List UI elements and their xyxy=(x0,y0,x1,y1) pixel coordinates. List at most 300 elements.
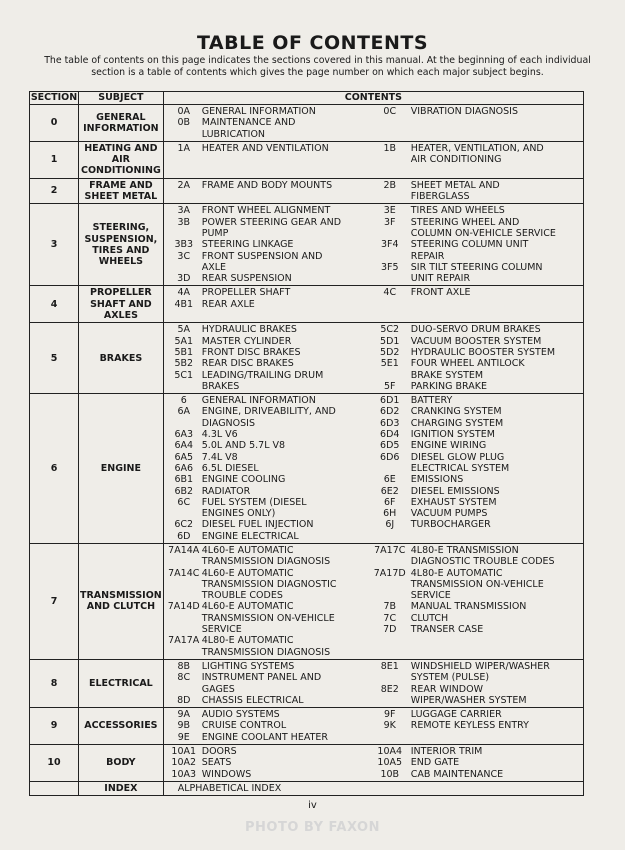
contents-entry[interactable] xyxy=(369,143,581,166)
entry-code: 3D xyxy=(177,273,191,285)
section-subject: HEATING AND AIR CONDITIONING xyxy=(79,141,164,178)
entry-code: 10A1 xyxy=(171,746,197,758)
entry-code: 6C2 xyxy=(174,519,194,531)
contents-col2 xyxy=(369,709,581,743)
section-subject: ACCESSORIES xyxy=(79,708,164,745)
contents-entry[interactable] xyxy=(166,720,369,731)
contents-col2 xyxy=(369,746,581,780)
entry-name: HYDRAULIC BOOSTER SYSTEM xyxy=(410,346,556,358)
entry-name: STEERING WHEEL AND COLUMN ON-VEHICLE SERVICE xyxy=(410,216,556,239)
section-number: 4 xyxy=(30,286,79,323)
entry-name: REAR AXLE xyxy=(201,298,255,310)
entry-code: 6J xyxy=(385,519,395,531)
entry-name: SIR TILT STEERING COLUMN UNIT REPAIR xyxy=(410,261,543,285)
entry-name: ENGINE WIRING xyxy=(410,440,487,452)
entry-name: 4.3L V6 xyxy=(201,429,238,441)
contents-entry[interactable] xyxy=(369,613,581,624)
entry-name: FRONT AXLE xyxy=(410,287,471,299)
entry-code: 6 xyxy=(180,395,187,407)
entry-code: 6D3 xyxy=(380,417,400,429)
entry-name: 4L60-E AUTOMATIC TRANSMISSION DIAGNOSIS xyxy=(201,544,331,568)
entry-name: VACUUM BOOSTER SYSTEM xyxy=(410,335,542,347)
entry-code: 3A xyxy=(177,205,191,217)
contents-entry[interactable] xyxy=(166,370,369,393)
section-number: 1 xyxy=(30,141,79,178)
section-number: 3 xyxy=(30,204,79,286)
entry-code: 10A2 xyxy=(171,757,197,769)
contents-entry[interactable] xyxy=(369,757,581,768)
entry-name: STEERING LINKAGE xyxy=(201,239,294,251)
entry-code: 10A4 xyxy=(377,746,403,758)
entry-code: 7A14C xyxy=(168,567,200,579)
table-row xyxy=(30,178,584,204)
contents-entry[interactable] xyxy=(369,684,581,707)
entry-name: MAINTENANCE AND LUBRICATION xyxy=(201,117,296,140)
entry-name: DIESEL GLOW PLUG ELECTRICAL SYSTEM xyxy=(410,451,510,474)
entry-name: HEATER, VENTILATION, AND AIR CONDITIONING xyxy=(410,142,544,166)
section-number: 10 xyxy=(30,745,79,782)
contents-entry[interactable] xyxy=(369,217,581,240)
entry-name: CHARGING SYSTEM xyxy=(410,417,504,429)
contents-columns xyxy=(166,746,581,780)
entry-code: 6D4 xyxy=(380,429,400,441)
entry-name: IGNITION SYSTEM xyxy=(410,429,495,441)
index-link[interactable]: ALPHABETICAL INDEX xyxy=(177,782,282,794)
contents-entry[interactable] xyxy=(166,769,369,780)
contents-entry[interactable] xyxy=(369,769,581,780)
entry-code: 6E2 xyxy=(380,485,399,497)
entry-name: WINDOWS xyxy=(201,768,252,780)
entry-name: REAR DISC BRAKES xyxy=(201,358,294,370)
contents-entry[interactable] xyxy=(166,205,369,216)
contents-entry[interactable] xyxy=(369,452,581,475)
contents-entry[interactable] xyxy=(166,695,369,706)
contents-columns xyxy=(166,324,581,392)
table-row xyxy=(30,394,584,544)
entry-code: 3E xyxy=(383,205,396,217)
entry-code: 6A xyxy=(177,406,191,418)
entry-code: 9A xyxy=(177,709,191,721)
section-number: 6 xyxy=(30,394,79,544)
contents-entry[interactable] xyxy=(166,299,369,310)
entry-name: INTERIOR TRIM xyxy=(410,746,483,758)
contents-entry[interactable] xyxy=(369,406,581,417)
entry-code: 6H xyxy=(383,508,397,520)
table-row xyxy=(30,543,584,659)
entry-code: 6C xyxy=(177,496,191,508)
entry-code: 6D xyxy=(177,530,191,542)
contents-columns xyxy=(166,661,581,706)
section-contents xyxy=(163,105,583,142)
entry-code: 8E1 xyxy=(380,660,399,672)
contents-entry[interactable] xyxy=(369,336,581,347)
contents-col2 xyxy=(369,180,581,203)
intro-text: The table of contents on this page indicates the sections covered in this manual. At the beginning of each individual section is a table of contents which gives the page number on which each major subject begins. xyxy=(44,55,591,78)
section-subject: BRAKES xyxy=(79,323,164,394)
entry-code: 0C xyxy=(383,106,397,117)
table-row xyxy=(30,105,584,142)
contents-entry[interactable] xyxy=(166,180,369,191)
index-section xyxy=(30,781,79,795)
entry-name: REMOTE KEYLESS ENTRY xyxy=(410,720,529,732)
contents-entry[interactable] xyxy=(369,497,581,508)
entry-name: FRONT SUSPENSION AND AXLE xyxy=(201,250,323,273)
contents-entry[interactable] xyxy=(369,440,581,451)
entry-code: 6A3 xyxy=(174,429,194,441)
entry-code: 8D xyxy=(177,694,191,706)
contents-entry[interactable] xyxy=(369,347,581,358)
section-subject: ELECTRICAL xyxy=(79,659,164,707)
contents-entry[interactable] xyxy=(369,106,581,117)
contents-col1 xyxy=(166,180,369,203)
contents-entry[interactable] xyxy=(166,440,369,451)
index-row xyxy=(30,781,584,795)
header-contents: CONTENTS xyxy=(163,92,583,105)
contents-entry[interactable] xyxy=(166,251,369,274)
entry-code: 6E xyxy=(383,474,396,486)
contents-entry[interactable] xyxy=(166,545,369,568)
section-contents xyxy=(163,543,583,659)
entry-code: 4C xyxy=(383,287,397,299)
entry-code: 9K xyxy=(383,720,396,732)
entry-name: MANUAL TRANSMISSION xyxy=(410,601,527,613)
entry-name: VACUUM PUMPS xyxy=(410,508,488,520)
entry-code: 0B xyxy=(177,117,191,129)
contents-entry[interactable] xyxy=(166,273,369,284)
contents-entry[interactable] xyxy=(369,568,581,602)
entry-name: AUDIO SYSTEMS xyxy=(201,709,280,721)
entry-code: 6B1 xyxy=(174,474,194,486)
contents-entry[interactable] xyxy=(166,672,369,695)
contents-columns xyxy=(166,143,581,166)
contents-entry[interactable] xyxy=(369,324,581,335)
entry-code: 4B1 xyxy=(174,298,194,310)
entry-name: CRUISE CONTROL xyxy=(201,720,287,732)
contents-entry[interactable] xyxy=(369,239,581,262)
section-contents xyxy=(163,323,583,394)
contents-entry[interactable] xyxy=(166,497,369,520)
entry-code: 7A14A xyxy=(168,544,200,556)
entry-code: 5A xyxy=(177,324,191,336)
contents-entry[interactable] xyxy=(166,239,369,250)
entry-code: 7B xyxy=(383,601,397,613)
contents-entry[interactable] xyxy=(166,732,369,743)
entry-code: 8C xyxy=(177,672,191,684)
entry-code: 7A17C xyxy=(374,544,406,556)
entry-code: 6D6 xyxy=(380,451,400,463)
entry-code: 5D2 xyxy=(380,346,400,358)
entry-name: TIRES AND WHEELS xyxy=(410,205,505,217)
contents-entry[interactable] xyxy=(369,358,581,381)
entry-name: FOUR WHEEL ANTILOCK BRAKE SYSTEM xyxy=(410,358,525,381)
contents-entry[interactable] xyxy=(369,418,581,429)
contents-entry[interactable] xyxy=(369,381,581,392)
entry-code: 6A4 xyxy=(174,440,194,452)
section-number: 0 xyxy=(30,105,79,142)
entry-name: RADIATOR xyxy=(201,485,251,497)
header-subject: SUBJECT xyxy=(79,92,164,105)
entry-name: PROPELLER SHAFT xyxy=(201,287,291,299)
contents-entry[interactable] xyxy=(369,661,581,684)
contents-entry[interactable] xyxy=(369,508,581,519)
entry-code: 7C xyxy=(383,612,397,624)
contents-entry[interactable] xyxy=(166,709,369,720)
table-header-row xyxy=(30,92,584,105)
contents-entry[interactable] xyxy=(369,746,581,757)
section-subject: FRAME AND SHEET METAL xyxy=(79,178,164,204)
section-subject: STEERING, SUSPENSION, TIRES AND WHEELS xyxy=(79,204,164,286)
index-subject: INDEX xyxy=(79,781,164,795)
contents-entry[interactable] xyxy=(166,474,369,485)
section-subject: PROPELLER SHAFT AND AXLES xyxy=(79,286,164,323)
entry-code: 3B xyxy=(177,216,191,228)
entry-code: 3F5 xyxy=(380,261,399,273)
contents-entry[interactable] xyxy=(166,217,369,240)
entry-name: MASTER CYLINDER xyxy=(201,335,292,347)
entry-code: 3F xyxy=(383,216,396,228)
contents-entry[interactable] xyxy=(166,463,369,474)
section-number: 7 xyxy=(30,543,79,659)
entry-code: 5C2 xyxy=(380,324,400,336)
contents-entry[interactable] xyxy=(369,545,581,568)
entry-code: 9B xyxy=(177,720,191,732)
contents-entry[interactable] xyxy=(166,661,369,672)
section-contents xyxy=(163,745,583,782)
entry-name: FRONT DISC BRAKES xyxy=(201,346,301,358)
table-row xyxy=(30,708,584,745)
section-subject: GENERAL INFORMATION xyxy=(79,105,164,142)
entry-name: FRAME AND BODY MOUNTS xyxy=(201,179,333,191)
entry-name: EMISSIONS xyxy=(410,474,464,486)
contents-entry[interactable] xyxy=(166,429,369,440)
entry-name: DIESEL FUEL INJECTION xyxy=(201,519,314,531)
contents-columns xyxy=(166,205,581,284)
entry-code: 2A xyxy=(177,179,191,191)
entry-code: 8E2 xyxy=(380,683,399,695)
entry-code: 7A17A xyxy=(168,635,200,647)
contents-columns xyxy=(166,395,581,542)
entry-name: TRANSER CASE xyxy=(410,624,484,636)
page-title: TABLE OF CONTENTS xyxy=(196,32,429,54)
contents-entry[interactable] xyxy=(166,601,369,635)
section-number: 5 xyxy=(30,323,79,394)
entry-code: 5D1 xyxy=(380,335,400,347)
contents-entry[interactable] xyxy=(166,395,369,406)
entry-name: REAR SUSPENSION xyxy=(201,273,292,285)
entry-name: REAR WINDOW WIPER/WASHER SYSTEM xyxy=(410,683,527,706)
entry-name: END GATE xyxy=(410,757,460,769)
contents-col2 xyxy=(369,143,581,166)
entry-name: CAB MAINTENANCE xyxy=(410,768,504,780)
contents-entry[interactable] xyxy=(369,205,581,216)
contents-entry[interactable] xyxy=(369,720,581,731)
contents-entry[interactable] xyxy=(369,262,581,285)
section-subject: TRANSMISSION AND CLUTCH xyxy=(79,543,164,659)
contents-col1 xyxy=(166,106,369,140)
contents-columns xyxy=(166,180,581,203)
entry-name: SHEET METAL AND FIBERGLASS xyxy=(410,179,500,203)
contents-entry[interactable] xyxy=(166,406,369,429)
contents-col2 xyxy=(369,661,581,706)
page-number: iv xyxy=(308,800,317,811)
entry-name: 6.5L DIESEL xyxy=(201,462,259,474)
entry-name: 4L80-E AUTOMATIC TRANSMISSION DIAGNOSIS xyxy=(201,635,331,658)
section-contents xyxy=(163,141,583,178)
section-contents xyxy=(163,394,583,544)
contents-entry[interactable] xyxy=(166,531,369,542)
entry-code: 3C xyxy=(177,250,191,262)
contents-entry[interactable] xyxy=(166,757,369,768)
entry-code: 5B2 xyxy=(174,358,194,370)
contents-entry[interactable] xyxy=(369,709,581,720)
contents-table xyxy=(29,91,584,796)
section-contents xyxy=(163,204,583,286)
entry-name: GENERAL INFORMATION xyxy=(201,395,316,407)
entry-name: TURBOCHARGER xyxy=(410,519,491,531)
contents-entry[interactable] xyxy=(369,287,581,298)
section-number: 9 xyxy=(30,708,79,745)
entry-name: ENGINE COOLANT HEATER xyxy=(201,731,328,743)
entry-name: DIESEL EMISSIONS xyxy=(410,485,500,497)
index-contents xyxy=(163,781,583,795)
contents-col1 xyxy=(166,746,369,780)
entry-code: 10A5 xyxy=(377,757,403,769)
entry-code: 4A xyxy=(177,287,191,299)
entry-code: 8B xyxy=(177,660,191,672)
entry-name: ENGINE ELECTRICAL xyxy=(201,530,299,542)
contents-entry[interactable] xyxy=(369,624,581,635)
entry-code: 7A17D xyxy=(373,567,406,579)
contents-col2 xyxy=(369,287,581,310)
entry-code: 6A5 xyxy=(174,451,194,463)
contents-entry[interactable] xyxy=(369,601,581,612)
entry-name: INSTRUMENT PANEL AND GAGES xyxy=(201,672,322,695)
contents-columns xyxy=(166,287,581,310)
contents-col1 xyxy=(166,287,369,310)
entry-code: 9E xyxy=(177,731,190,743)
entry-name: FUEL SYSTEM (DIESEL ENGINES ONLY) xyxy=(201,496,307,520)
contents-entry[interactable] xyxy=(166,486,369,497)
entry-code: 6B2 xyxy=(174,485,194,497)
entry-name: LUGGAGE CARRIER xyxy=(410,709,502,721)
entry-name: EXHAUST SYSTEM xyxy=(410,496,497,508)
contents-col2 xyxy=(369,324,581,392)
entry-code: 5F xyxy=(383,380,396,392)
entry-name: HEATER AND VENTILATION xyxy=(201,142,329,154)
section-number: 2 xyxy=(30,178,79,204)
entry-name: LEADING/TRAILING DRUM BRAKES xyxy=(201,369,324,392)
contents-entry[interactable] xyxy=(166,117,369,140)
table-row xyxy=(30,141,584,178)
contents-entry[interactable] xyxy=(369,429,581,440)
contents-entry[interactable] xyxy=(166,568,369,602)
entry-code: 5A1 xyxy=(174,335,194,347)
contents-col1 xyxy=(166,143,369,166)
entry-name: VIBRATION DIAGNOSIS xyxy=(410,106,519,117)
entry-name: WINDSHIELD WIPER/WASHER SYSTEM (PULSE) xyxy=(410,660,550,684)
entry-code: 5B1 xyxy=(174,346,194,358)
contents-entry[interactable] xyxy=(166,336,369,347)
contents-entry[interactable] xyxy=(166,452,369,463)
contents-columns xyxy=(166,545,581,658)
contents-entry[interactable] xyxy=(369,474,581,485)
contents-col2 xyxy=(369,395,581,542)
contents-entry[interactable] xyxy=(166,324,369,335)
entry-code: 1A xyxy=(177,142,191,154)
entry-code: 6D1 xyxy=(380,395,400,407)
entry-code: 3B3 xyxy=(174,239,194,251)
entry-code: 1B xyxy=(383,142,397,154)
entry-name: CRANKING SYSTEM xyxy=(410,406,502,418)
contents-entry[interactable] xyxy=(369,180,581,203)
entry-code: 5E1 xyxy=(380,358,399,370)
entry-code: 6D2 xyxy=(380,406,400,418)
contents-col1 xyxy=(166,661,369,706)
contents-entry[interactable] xyxy=(166,746,369,757)
contents-entry[interactable] xyxy=(166,358,369,369)
entry-name: DOORS xyxy=(201,746,237,758)
section-contents xyxy=(163,178,583,204)
entry-name: POWER STEERING GEAR AND PUMP xyxy=(201,216,342,239)
header-section: SECTION xyxy=(30,92,78,104)
contents-col2 xyxy=(369,205,581,284)
section-contents xyxy=(163,708,583,745)
contents-entry[interactable] xyxy=(369,519,581,530)
entry-name: CHASSIS ELECTRICAL xyxy=(201,694,304,706)
entry-name: GENERAL INFORMATION xyxy=(201,106,316,117)
entry-name: DUO-SERVO DRUM BRAKES xyxy=(410,324,541,336)
section-contents xyxy=(163,286,583,323)
contents-columns xyxy=(166,106,581,140)
contents-col2 xyxy=(369,545,581,658)
entry-name: STEERING COLUMN UNIT REPAIR xyxy=(410,239,529,262)
contents-col2 xyxy=(369,106,581,140)
contents-entry[interactable] xyxy=(166,519,369,530)
entry-code: 6F xyxy=(383,496,396,508)
entry-name: 5.0L AND 5.7L V8 xyxy=(201,440,286,452)
table-row xyxy=(30,323,584,394)
entry-code: 7D xyxy=(383,624,397,636)
entry-name: 4L60-E AUTOMATIC TRANSMISSION DIAGNOSTIC TROUBLE CODES xyxy=(201,567,337,602)
entry-code: 10A3 xyxy=(171,768,197,780)
contents-entry[interactable] xyxy=(166,347,369,358)
contents-col1 xyxy=(166,324,369,392)
table-row xyxy=(30,204,584,286)
photo-watermark: PHOTO BY FAXON xyxy=(245,820,380,835)
contents-entry[interactable] xyxy=(369,486,581,497)
contents-entry[interactable] xyxy=(166,106,369,117)
entry-code: 3F4 xyxy=(380,239,399,251)
entry-name: 4L80-E AUTOMATIC TRANSMISSION ON-VEHICLE SERVICE xyxy=(410,567,544,602)
section-subject: BODY xyxy=(79,745,164,782)
entry-name: 4L80-E TRANSMISSION DIAGNOSTIC TROUBLE CODES xyxy=(410,544,555,568)
table-row xyxy=(30,286,584,323)
entry-name: ENGINE, DRIVEABILITY, AND DIAGNOSIS xyxy=(201,406,336,429)
entry-name: LIGHTING SYSTEMS xyxy=(201,660,295,672)
entry-code: 5C1 xyxy=(174,369,194,381)
contents-entry[interactable] xyxy=(166,287,369,298)
contents-entry[interactable] xyxy=(166,635,369,658)
contents-col1 xyxy=(166,205,369,284)
entry-name: PARKING BRAKE xyxy=(410,380,487,392)
entry-name: CLUTCH xyxy=(410,612,449,624)
contents-entry[interactable] xyxy=(369,395,581,406)
contents-entry[interactable] xyxy=(166,143,369,154)
entry-name: 4L60-E AUTOMATIC TRANSMISSION ON-VEHICLE SERVICE xyxy=(201,601,335,636)
entry-code: 6D5 xyxy=(380,440,400,452)
entry-code: 10B xyxy=(380,768,400,780)
entry-code: 6A6 xyxy=(174,462,194,474)
